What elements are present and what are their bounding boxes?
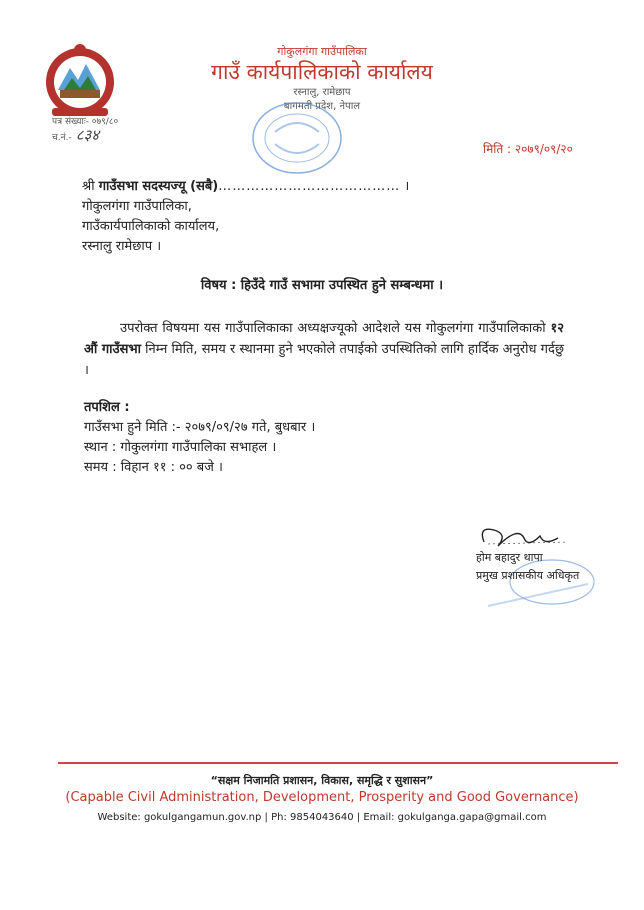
body-text-2: निम्न मिति, समय र स्थानमा हुने भएकोले तपाईको उपस्थितिको लागि हार्दिक अनुरोध गर्दछु । — [84, 342, 564, 378]
dispatch-number: ८३४ — [75, 126, 100, 144]
footer-contact: Website: gokulgangamun.gov.np | Ph: 9854043640 | Email: gokulganga.gapa@gmail.com — [97, 812, 547, 823]
addressee-block — [82, 177, 409, 257]
office-title: गाउँ कार्यपालिकाको कार्यालय — [211, 60, 433, 84]
location-line-1: रस्नालु, रामेछाप — [293, 87, 351, 98]
signatory-name: होम बहादुर थापा — [476, 551, 543, 564]
letter-number: पत्र संख्याः- ०७९/८० — [52, 117, 119, 127]
official-stamp — [250, 100, 344, 176]
body-bold-text: १२ औं गाउँसभा — [84, 321, 564, 357]
details-time: समय : विहान ११ : ०० बजे । — [84, 460, 223, 475]
addressee-line-4: रस्नालु रामेछाप । — [82, 239, 162, 254]
signatory-block — [476, 549, 579, 585]
footer-motto: “सक्षम निजामति प्रशासन, विकास, समृद्धि र सुशासन” — [210, 774, 434, 787]
addressee-line-3: गाउँकार्यपालिकाको कार्यालय, — [82, 219, 220, 234]
reference-block — [52, 116, 118, 145]
details-heading: तपशिल : — [84, 400, 130, 415]
addressee-line-2: गोकुलगंगा गाउँपालिका, — [82, 199, 192, 214]
addressee-line-1 — [82, 177, 409, 197]
dispatch-number-line — [52, 126, 118, 145]
dispatch-label: च.नं.- — [52, 133, 72, 143]
addressee-end: । — [404, 179, 410, 194]
addressee-prefix: श्री — [82, 179, 95, 194]
details-venue: स्थान : गोकुलगंगा गाउँपालिका सभाहल । — [84, 440, 277, 455]
details-block — [84, 398, 315, 478]
addressee-dots: ………………………………… — [218, 179, 401, 194]
letter-date: मिति : २०७९/०९/२० — [483, 142, 573, 156]
details-date: गाउँसभा हुने मिति :- २०७९/०९/२७ गते, बुधबार । — [84, 420, 316, 435]
footer-motto-english: (Capable Civil Administration, Development, Prosperity and Good Governance) — [65, 790, 579, 805]
body-text-1: उपरोक्त विषयमा यस गाउँपालिकाका अध्यक्षज्यूको आदेशले यस गोकुलगंगा गाउँपालिकाको — [120, 321, 546, 336]
location-line-2: बागमती प्रदेश, नेपाल — [283, 101, 361, 112]
letter-body — [84, 318, 564, 381]
addressee-name: गाउँसभा सदस्यज्यू (सबै) — [98, 179, 219, 194]
municipality-name: गोकुलगंगा गाउँपालिका — [277, 45, 367, 58]
footer-divider — [58, 762, 618, 764]
signatory-title: प्रमुख प्रशासकीय अधिकृत — [476, 569, 580, 582]
letter-subject: विषय : हिउँदे गाउँ सभामा उपस्थित हुने सम्बन्धमा । — [200, 278, 444, 293]
